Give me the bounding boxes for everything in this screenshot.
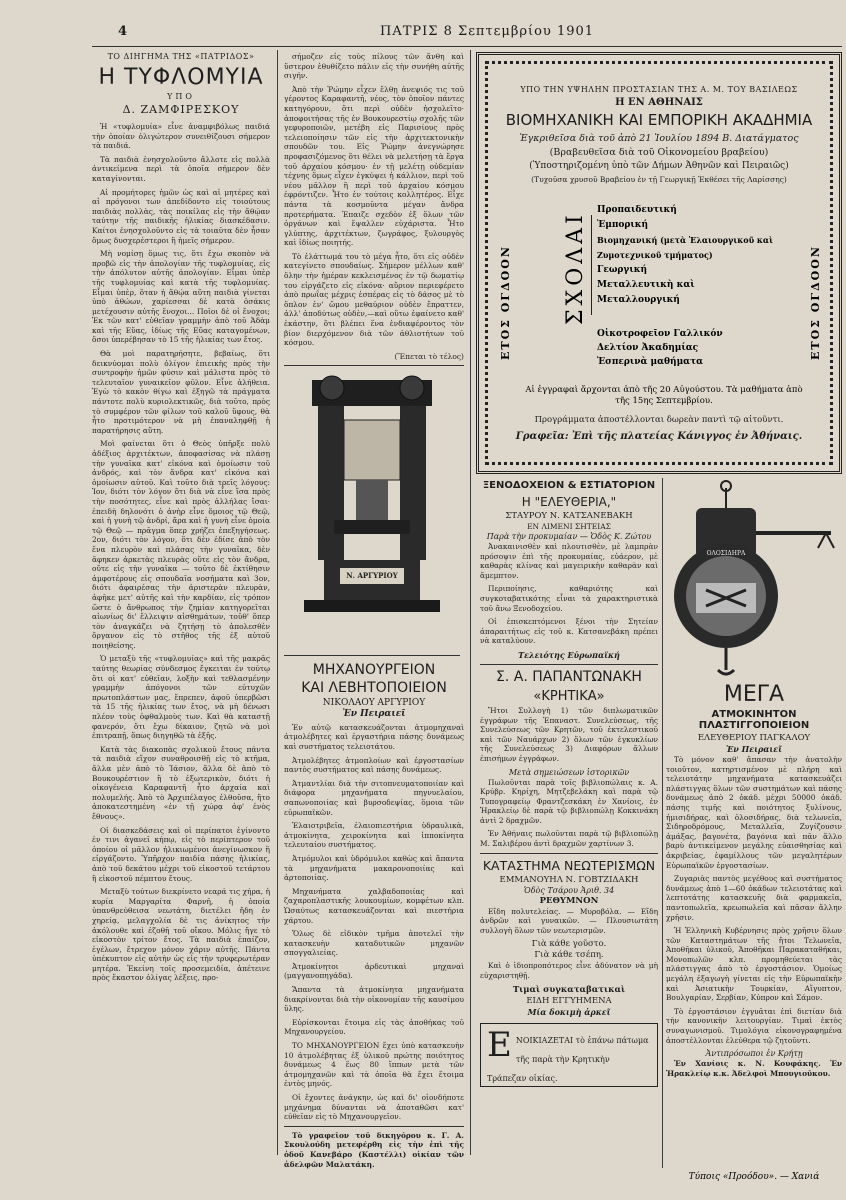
academy-medal: (Τυχοῦσα χρυσοῦ Βραβείου ἐν τῇ Γεωργικῇ Ἐκθέσει τῆς Λαρίσσης) xyxy=(531,175,787,184)
school-item: Ἐμπορική xyxy=(597,220,649,230)
kritika-owner: Σ. Α. ΠΑΠΑΝΤΩΝΑΚΗ xyxy=(496,668,642,685)
shop-guarantee: ΕΙΔΗ ΕΓΓΥΗΜΕΝΑ xyxy=(526,995,612,1006)
hotel-place: ΕΝ ΛΙΜΕΝΙ ΣΗΤΕΙΑΣ xyxy=(527,522,611,531)
second-column xyxy=(284,52,464,1169)
academy-advertisement xyxy=(476,52,842,474)
story-paragraph: Μεταξὺ τούτων διεκρίνετο νεαρά τις χήρα, ἡ κυρία Μαργαρίτα Φαρνῆ, ἡ ὁποία ὑπανθρεύθεισα νεωτάτη, διετέλει ἤδη ἐν χηρείᾳ, μελαγχολία δὲ τις ἀνίκητος τὴν ἀκόλουθε καὶ ἐζοθῆ τοῦ οἴκου. Μόλις ἤγε τὸ εἰκοστὸν τρίτον ἔτος. Τὰ παιδιὰ ἐπαίζον, ἐγέλων, ἔτρεχον μόνον χάριν αὐτῆς. Πάντα ὑπέκυπτον εἰς αὐτὴν ὡς εἰς τὴν τρυφερωτέραν μητέρα. Ἐκείνη τοῖς προσεμειδία, ἀπέτεινε πρὸς ἕκαστον ὀλίγας λέξεις, προ- xyxy=(92,887,270,983)
school-item: Μεταλλευτικὴ καὶ xyxy=(597,280,695,290)
academy-decree: Ἐγκριθεῖσα διὰ τοῦ ἀπὸ 21 Ἰουλίου 1894 Β. Διατάγματος xyxy=(519,133,799,144)
machine-ad-paragraph: Ἀτμολέβητες ἀτμοπλοίων καὶ ἐργοστασίων παντὸς συστήματος καὶ πάσης δυνάμεως. xyxy=(284,755,464,775)
school-item: Βιομηχανική (μετὰ Ἐλαιουργικοῦ καὶ Ζυμοτεχνικοῦ τμήματος) xyxy=(597,235,773,260)
academy-office: Γραφεῖα: Ἐπὶ τῆς πλατείας Κάνιγγος ἐν Ἀθήναις. xyxy=(515,431,803,442)
academy-enroll: Αἱ ἐγγραφαὶ ἄρχονται ἀπὸ τῆς 20 Αὐγούστου. Τὰ μαθήματα ἀπὸ τῆς 15ης Σεπτεμβρίου. xyxy=(525,385,803,406)
machine-ad-paragraph: Ἐλαιοτριβεῖα, ἐλαιοπιεστήρια ὑδραυλικὰ, ἀτμοκίνητα, χειροκίνητα καὶ ἱπποκίνητα τελευταίου συστήματος. xyxy=(284,821,464,850)
story-continued-paragraph: σήμοζεν εἰς τοὺς πίλους τῶν ἄνθη καὶ ὕστερον ἐθυθίζετο πάλιν εἰς τὴν συνήθη αὐτῆς σιγήν. xyxy=(284,52,464,81)
shop-city: ΡΕΘΥΜΝΟΝ xyxy=(539,895,599,906)
story-paragraph: Ὁ μεταξὺ τῆς «τυφλομυίας» καὶ τῆς μακρᾶς ταύτης θεωρίας σύνδεσμος ἔγκειται ἐν τούτῳ ὅτι οἱ κατ' εὐθεῖαν, λοξὴν καὶ τεθλασμένην γραμμὴν ἀπόγονοι τῶν εὐτυχῶν πρωτοπλάστων μας, ἔπρεπεν, ἀφοῦ ὑπερβῶσι τὰ 15 τῆς ἡλικίας των ἔτος, νὰ μὴ δένωσι πλέον τοὺς ὀφθαλμοὺς των. Καὶ θὰ καταστῇ φανερόν, ὅτι ἔχω δίκαιον, ζητῶ νὰ μοὶ ἐπιτραπῇ, ὅπως διηγηθῶ τὰ ἑξῆς. xyxy=(92,654,270,741)
schools-label: ΣΧΟΛΑΙ xyxy=(563,211,588,325)
kritika-paragraph: Πωλοῦνται παρὰ τοῖς βιβλιοπώλαις κ. Α. Κρύβρ. Κηρίχη, Μητζεβελάκη καὶ παρὰ τῷ Τυπογραφείῳ Φραντζεσκάκη ἐν Χανίοις, ἐν Ἡρακλείῳ δὲ παρὰ τῷ βιβλιοπώλῃ Κοκκινάκη ἀντὶ 2 δραχμῶν. xyxy=(480,777,658,825)
scale-ad-subtitle: ΑΤΜΟΚΙΝΗΤΟΝ ΠΛΑΣΤΙΓΓΟΠΟΙΕΙΟΝ xyxy=(698,709,810,731)
story-continued-paragraph: Τὸ ἐλάττωμά του τὸ μέγα ἦτο, ὅτι εἰς οὐδὲν κατεγίνετο σπουδαίως. Σήμερον μέλλων καθ' ὅλην τὴν ἡμέραν κεκλεισμένος ἐν τῷ δωματίῳ του εἰργάζετο εἰς εἰκόνα· αὔριον περιεφέρετο ἀπὸ πρωΐας μέχρις ἑσπέρας εἰς τὸ δάσος μὲ τὸ ὅπλον ἐν' ὤμου μεθαύριον οὐδὲν ἔπραττεν, ἀλλ' ἀποδύτως οὐδὲν,—καὶ οὕτω ἐφαίνετο καθ' ἑκάστην, ὅτι βλέπει ἕνα ἐνδιαφέροντος τὸν βίον διερχόμενον διὰ τῶν ἀθλιοτήτων τοῦ κόσμου. xyxy=(284,251,464,348)
machine-shop-title: ΜΗΧΑΝΟΥΡΓΕΙΟΝ xyxy=(312,661,436,678)
rent-text: ΝΟΙΚΙΑΖΕΤΑΙ τὸ ἐπάνω πάτωμα τῆς παρὰ τὴν Κρητικὴν Τράπεζαν οἰκίας. xyxy=(487,1035,649,1083)
shop-trial: Μία δοκιμὴ ἀρκεῖ xyxy=(527,1006,611,1017)
story-paragraph: Οἱ διασκεδάσεις καὶ οἱ περίπατοι ἐγίνοντο ἐν τινι ἀγανεῖ κήπῳ, εἰς τὸ περίπτερον τοῦ ὁποίου οἱ μᾶλλον ἡλικιωμένοι ἀνεγίνωσκον ἢ εἰργάζοντο. Ὑπῆρχον παιδία πάσης ἡλικίας, ἀπὸ τοῦ δεκάτου μέχρι τοῦ εἰκοστοῦ τετάρτου ἢ εἰκοστοῦ πέμπτου ἔτους. xyxy=(92,825,270,883)
story-paragraph: Μὴ νομίσῃ ὅμως τις, ὅτι ἔχω σκοπὸν νὰ προβῶ εἰς τὴν ἀπολογίαν τῆς τυφλομυίας, εἰς τὴν ἀπόλυτον αὐτῆς ἀπολογίαν. Εἶμαι ὑπὲρ τῆς τυφλομυίας καὶ κατὰ τῆς τυφλομυίας. Εἶμαι ὑπὲρ, ὅταν ἡ ἄθῴα αὕτη παιδιὰ γίνεται ὑπὸ ἀθώων, χαρίεσσαι δὲ κατὰ ὁσάκις μετέχουσιν αὐτῆς ἔνοχοι... Ποῖοι δὲ οἱ ἔνοχοι; Ἐκ τῶν κατ' εὐθεῖαν γραμμὴν ἀπὸ τοῦ Ἀδὰμ καὶ τῆς Εὔας, ἰδίως τῆς Εὔας καταγομένων, ὅσοι ὑπερέβησαν τὸ 15 τῆς ἡλικίας των ἔτος. xyxy=(92,249,270,345)
machine-shop-owner: ΝΙΚΟΛΑΟΥ ΑΡΓΥΡΙΟΥ xyxy=(322,697,426,708)
scale-ad-title: ΜΕΓΑ xyxy=(723,682,785,707)
scale-icon xyxy=(666,478,842,678)
shop-title: ΚΑΤΑΣΤΗΜΑ ΝΕΩΤΕΡΙΣΜΩΝ xyxy=(482,857,656,873)
kritika-paragraph: Ἐν Ἀθήναις πωλοῦνται παρὰ τῷ βιβλιοπώλῃ Μ. Σαλιβέρου ἀντὶ δραχμῶν χαρτίνων 3. xyxy=(480,829,658,849)
academy-patron: ΥΠΟ ΤΗΝ ΥΨΗΛΗΝ ΠΡΟΣΤΑΣΙΑΝ ΤΗΣ Α. Μ. ΤΟΥ ΒΑΣΙΛΕΩΣ xyxy=(520,85,798,94)
academy-name: ΒΙΟΜΗΧΑΝΙΚΗ ΚΑΙ ΕΜΠΟΡΙΚΗ ΑΚΑΔΗΜΙΑ xyxy=(505,111,813,129)
section-rule xyxy=(284,365,464,366)
machine-ad-paragraph: Ἀτμοκίνητοι ἀρδευτικαὶ μηχαναὶ (μαγγανοπηγάδα). xyxy=(284,961,464,981)
machine-ad-paragraph: Ὅλως δὲ εἰδικὸν τμῆμα ἀποτελεῖ τὴν κατασκευὴν καταδυτικῶν μηχανῶν σπογγαλιείας. xyxy=(284,929,464,958)
story-paragraph: Ἡ «τυφλομυία» εἶνε ἀναμφιβόλως παιδιά τὴν ὁποίαν ὀλιγώτερον συνειθίζουσι σήμερον τὰ παιδιά. xyxy=(92,122,270,151)
story-paragraph: Αἱ προμήτορες ἡμῶν ὡς καὶ αἱ μητέρες καὶ αἱ πρόγονοι των ἀπεδίδοντο εἰς τοιούτους παιδιὰς πολλὰς, τὰς ποικίλας εἰς τὴν ἄθῴαν ταύτην τῆς παιδικῆς ἡλικίας διασκέδασιν. Καίτοι ἐνησχολοῦντο εἰς τὰ τοιαῦτα δὲν ἦσαν ὅμως δυσχερέστεροι ἢ ἡμεῖς σήμερον. xyxy=(92,187,270,245)
page-header xyxy=(0,22,846,42)
machine-ad-paragraph: Οἱ ἔχοντες ἀνάγκην, ὡς καὶ δι' οἱονδήποτε μηχάνημα δύνανται νὰ ἀποταθῶσι κατ' εὐθεῖαν εἰς τὸ Μηχανουργεῖον. xyxy=(284,1093,464,1122)
section-rule xyxy=(480,664,658,665)
story-paragraph: Θὰ μοὶ παρατηρήσητε, βεβαίως, ὅτι δεικνύομαι πολὺ ὀλίγον ἐπιεικὴς πρὸς τὴν συντροφὴν ἡμῶν φύσιν καὶ μάλιστα πρὸς τὸ τελευταῖον γυναικεῖον φῦλον. Εἶνε ἀλήθεια. Ἐγὼ τὸ κακὸν θίγω καὶ ἐξηγῶ τὰ πράγματα πάντοτε πολὺ κυριολεκτικῶς, διὰ τοῦτο, πρὸς τὸ συμφέρον τῶν φίλων τοῦ καλοῦ ὕφους, θὰ ἦτο προτιμότερον νὰ μὴ ἐπαναληφθῇ ἡ παρατήρησις αὕτη. xyxy=(92,349,270,435)
shop-line: Καὶ ὁ ἰδιοπροπότερος εἶνε ἀδύνατον νὰ μὴ εὐχαριστηθῇ. xyxy=(480,961,658,981)
shop-line: Γιὰ κάθε τσέπη. xyxy=(534,950,604,961)
scale-ad-paragraph: Τὸ ἐργοστάσιον ἐγγυᾶται ἐπὶ διετίαν διὰ τὴν κανονικὴν λειτουργίαν. Τιμαὶ ἐκτὸς συναγωνισμοῦ. Τιμολόγια εἰκονογραφημένα ἀποστέλλονται ἐλεύθερα τῷ ζητοῦντι. xyxy=(666,1006,842,1045)
shop-line: Εἴδη πολυτελείας. — Μυροβόλα. — Εἴδη ἀνδρῶν καὶ γυναικῶν. — Πλουσιωτάτη συλλογὴ ὅλων τῶν νεωτερισμῶν. xyxy=(480,906,658,935)
boiler-shop-title: ΚΑΙ ΛΕΒΗΤΟΠΟΙΕΙΟΝ xyxy=(301,679,447,696)
machine-ad-paragraph: ΤΟ ΜΗΧΑΝΟΥΡΓΕΙΟΝ ἔχει ὑπὸ κατασκευὴν 10 ἀτμολέβητας ἐξ ὑλικοῦ πρώτης ποιότητος δυνάμεως 4 ἕως 80 ἵππων μετὰ τῶν ἀτμομηχανῶν καὶ τὰ ὁποῖα θὰ ἔχει ἕτοιμα ἐντὸς μηνός. xyxy=(284,1041,464,1089)
machine-shop-place: Ἐν Πειραιεῖ xyxy=(342,708,406,719)
story-by: ΥΠΟ xyxy=(167,92,195,101)
right-column-b xyxy=(666,478,842,1168)
extra-item: Οἰκοτροφεῖον Γαλλικόν xyxy=(597,329,723,339)
scale-label: ΟΛΟΣΙΔΗΡΑ xyxy=(706,550,746,557)
story-author: Δ. ΖΑΜΦΙΡΕΣΚΟΥ xyxy=(122,103,240,116)
hotel-title: ΞΕΝΟΔΟΧΕΙΟΝ & ΕΣΤΙΑΤΟΡΙΟΝ xyxy=(482,480,656,491)
page-number: 4 xyxy=(118,24,128,39)
academy-year-left: ΕΤΟΣ ΟΓΔΟΟΝ xyxy=(499,245,512,360)
scale-ad-paragraph: Ἡ Ἑλληνικὴ Κυβέρνησις πρὸς χρῆσιν ὅλων τῶν Καταστημάτων τῆς ἤτοι Τελωνεῖα, Ἀποθῆκαι ὑλικοῦ, Ἀποθῆκαι Παρακαταθήκαι, Μονοπωλῶν κλπ. προμηθεύεται τὰς πλάστιγγας ἀπὸ τὸ ἐργοστάσιον. Ὁμοίως μεγάλη ἐξαγωγὴ γίνεται εἰς τὴν Εὐρωπαϊκὴν καὶ Ἀσιατικὴν Τουρκίαν, Αἴγυπτον, Βουλγαρίαν, Σερβίαν, Κύπρον καὶ Σάμον. xyxy=(666,926,842,1003)
hotel-name: Η "ΕΛΕΥΘΕΡΙΑ," xyxy=(521,495,617,509)
machine-ad-paragraph: Ἀτμόμυλοι καὶ ὑδρόμυλοι καθὼς καὶ ἅπαντα τὰ μηχανήματα μακαρονοποιίας καὶ ἀρτοποιίας. xyxy=(284,853,464,883)
masthead-date: ΠΑΤΡΙΣ 8 Σεπτεμβρίου 1901 xyxy=(380,24,595,39)
scale-illustration xyxy=(666,478,842,678)
kritika-title: «ΚΡΗΤΙΚΑ» xyxy=(533,688,605,704)
scale-ad-place: Ἐν Πειραιεῖ xyxy=(725,744,783,754)
section-rule xyxy=(480,853,658,854)
machine-ad-paragraph: Εὑρίσκονται ἕτοιμα εἰς τὰς ἀποθήκας τοῦ Μηχανουργείου. xyxy=(284,1017,464,1037)
column-divider xyxy=(662,478,663,1168)
academy-year-right: ΕΤΟΣ ΟΓΔΟΟΝ xyxy=(809,245,822,360)
column-divider xyxy=(470,50,471,1155)
school-item: Προπαιδευτική xyxy=(597,205,677,215)
academy-awarded: (Βραβευθεῖσα διὰ τοῦ Οἰκονομείου βραβείου) xyxy=(549,147,769,158)
hotel-paragraph: Περιποίησις, καθαριότης καὶ συγκοταβατικότης εἶναι τὰ χαρακτηριστικὰ τοῦ ἄνω Ξενοδοχείου. xyxy=(480,584,658,613)
school-item: Γεωργική xyxy=(597,265,648,275)
kritika-note: Μετὰ σημειώσεων ἱστορικῶν xyxy=(508,767,630,777)
to-be-continued: (Ἕπεται τὸ τέλος) xyxy=(394,351,464,361)
academy-extras xyxy=(597,327,797,369)
shop-price: Τιμαὶ συγκαταβατικαὶ xyxy=(512,984,626,995)
scale-ad-agents: Ἐν Χανίοις κ. Ν. Κουφάκης. Ἐν Ἡρακλείῳ κ.κ. Ἀδελφοὶ Μπουγιοῦκου. xyxy=(666,1059,842,1078)
school-item: Μεταλλουργική xyxy=(597,295,680,305)
machine-ad-paragraph: Μηχανήματα χαλβαδοποιίας καὶ ζαχαροπλαστικῆς λουκουμίων, κομφέτων κλπ. Ὡσαύτως κατασκευάζονται καὶ πιεστήρια χάρτου. xyxy=(284,886,464,925)
academy-program: Προγράμματα ἀποστέλλονται δωρεὰν παντὶ τῷ αἰτοῦντι. xyxy=(534,415,784,425)
shop-line: Γιὰ κάθε γοῦστο. xyxy=(531,939,607,950)
press-label: Ν. ΑΡΓΥΡΙΟΥ xyxy=(346,570,398,580)
hotel-tagline: Τελειότης Εὐρωπαϊκή xyxy=(518,649,620,660)
shop-address: Ὁδὸς Τσάρου Ἀριθ. 34 xyxy=(523,885,615,895)
schools-list xyxy=(597,203,797,308)
machine-ad-paragraph: Ἐν αὐτῷ κατασκευάζονται ἀτμομηχαναὶ ἀτμολέβητες καὶ ἐργαστήρια πάσης δυνάμεως καὶ συστήματος τελειοτάτου. xyxy=(284,722,464,751)
press-machine-icon xyxy=(284,370,460,650)
story-column xyxy=(92,52,270,1162)
lawyer-notice: Τὸ γραφεῖον τοῦ δικηγόρου κ. Γ. Α. Σκουλούδη μετεφέρθη εἰς τὴν ἐπὶ τῆς ὁδοῦ Κανεβάρο (Καστέλλι) οἰκίαν τῶν ἀδελφῶν Μαλατάκη. xyxy=(284,1130,464,1169)
story-paragraph: Κατὰ τὰς διακοπὰς σχολικοῦ ἔτους πάντα τὰ παιδιὰ εἴχον συναθροισθῇ εἰς τὸ κτῆμα, ἄλλα μὲν ἀπὸ τὸ Ἰάσιον, ἄλλα δὲ ἀπὸ τὸ Βουκουρέστιον ἢ τὸ ἐξωτερικὸν, διότι ἡ οἰκογένεια Καραφαντῆ ἦτο ἀρχαία καὶ πολυμελής. Ἀπὸ τὸ Ἀρχιπέλαγος ἐλθοῦσα, ἤτο ἀποκατεστημένη «ἐν τῇ χώρᾳ ἀφ' ἑνὸς ἔθνους». xyxy=(92,744,270,821)
right-column-a xyxy=(480,478,658,1168)
header-rule xyxy=(92,46,842,47)
scale-ad-paragraph: Ζυγαριὰς παντὸς μεγέθους καὶ συστήματος δυνάμεως ἀπὸ 1—60 ὀκάδων τελειοτάτας καὶ λεπτοτάτης κατασκευῆς διὰ φαρμακεῖα, παντοπωλεῖα, κρεωπωλεῖα καὶ πᾶσαν ἄλλην χρῆσιν. xyxy=(666,874,842,922)
kritika-paragraph: Ἤτοι Συλλογὴ 1) τῶν διπλωματικῶν ἐγγράφων τῆς Ἐπαναστ. Συνελεύσεως, τῆς Συνελεύσεως τῶν Κρητῶν, τοῦ ἐκτελεστικοῦ καὶ τῶν Ναυάρχων 2) ὅλων τῶν ἐγκυκλίων τῆς Συνελεύσεως 3) Διαφόρων ἄλλων ἐπισήμων ἐγγράφων. xyxy=(480,705,658,763)
column-divider xyxy=(277,50,278,1155)
rent-notice xyxy=(480,1023,658,1087)
academy-subsidy: (Ὑποστηριζομένη ὑπὸ τῶν Δήμων Ἀθηνῶν καὶ Πειραιῶς) xyxy=(529,161,789,171)
machine-ad-paragraph: Ἅπαντα τὰ ἀτμοκίνητα μηχανήματα διακρίνονται διὰ τὴν οἰκονομίαν τῆς καυσίμου ὕλης. xyxy=(284,985,464,1014)
story-paragraph: Τὰ παιδιὰ ἐνησχολοῦντο ἄλλοτε εἰς πολλὰ ἀντικείμενα περὶ τὰ ὁποῖα σήμερον δὲν καταγίνονται. xyxy=(92,154,270,183)
hotel-owner: ΣΤΑΥΡΟΥ Ν. ΚΑΤΣΑΝΕΒΑΚΗ xyxy=(505,511,633,521)
academy-city: Η ΕΝ ΑΘΗΝΑΙΣ xyxy=(615,97,703,108)
printer-footer: Τύποις «Προόδου». — Χανιά xyxy=(688,1172,820,1182)
story-paragraph: Μοὶ φαίνεται ὅτι ὁ Θεὸς ὑπῆρξε πολὺ ἀδέξιος ἀρχιτέκτων, ἀποφασίσας νὰ πλάσῃ τὴν γυναῖκα κατ' εἰκόνα καὶ ὁμοίωσιν τοῦ ἀνδρός, καὶ τὸν ἄνδρα κατ' εἰκόνα καὶ ὁμοίωσιν αὐτοῦ. Καὶ τοῦτο διὰ τρεῖς λόγους: Ἰον, διότι τὸν λόγον ὅτι διὰ νὰ εἶνε ἴσα πρὸς τὴν ποσότητες, εἶνε καὶ πρὸς ἀλλήλας ἴσαι· ἐπειδὴ δηλονότι ὁ ἀνὴρ εἶνε ὅμοιος τῷ Θεῷ, καὶ ἡ γυνὴ τῷ ἀνδρί, ἄρα καὶ ἡ γυνὴ εἶνε ὁμοία τῷ Θεῷ — πρᾶγμα ὅπερ χρήζει ἑπεξηγήσεως. 2ον, διότι τὸν λόγον, ὅτι δὲν ἐδίσε ἀπὸ τὸν ἕνα πλευρὸν καὶ πλάσας τὴν γυναῖκα, δὲν ἄφηκεν ἀρκετὰς πλευρὰς οὔτε εἰς τὸν ἄνδρα, οὔτε εἰς τὴν γυναῖκα — τοῦτο δὲ ἐκτίθησιν ἀμφοτέρους εἰς σπουδαῖα νοσήματα καὶ 3ον, διότι ἀφαιρέσας τὴν ἀριστερὰν πλευρὰν, ἀφῆκε μετ' αὐτῆς καὶ τὴν καρδίαν, εἰς τρόπον ὥστε ὁ ἄνθρωπος τὴν ζημίαν κατηγορεῖται αἰωνίως δι' ἔλλειψιν αἰσθημάτων, τοῦθ' ὅπερ τὸν ἀναγκάζει νὰ ζητήσῃ τὸ ἀπολεσθὲν ὄργανον εἰς τὸ στῆθος τῆς ἐξ αὐτοῦ ποιηθείσης. xyxy=(92,439,270,650)
scale-ad-paragraph: Τὸ μόνον καθ' ἅπασαν τὴν ἀνατολὴν τοιοῦτον, κατηρτισμένον μὲ πλήρη καὶ τελειοτάτην μηχανήματα κατασκευάζει πλάστιγγας ὅλων τῶν συστημάτων καὶ πάσης δυνάμεως ἀπὸ 2 ὀκάδ. μέχρι 50000 ὀκάδ. πάσης τιμῆς καὶ ποιότητος ξυλίνους, ἠμισιδήρας, καὶ ὁλοσιδήρας, διὰ τελωνεῖα, Σιδηροδρόμους, Μεταλλεῖα, Ζυγίζουσιν ἀμάξας, βαγονέτα, βαγόνια καὶ πᾶν ἄλλο βαρὺ ἀντικείμενον μεγάλης εὐαισθησίας καὶ ἀκριβείας, ἐφαμίλλους τῶν μεγαλητέρων Εὐρωπαϊκῶν ἐργοστασίων. xyxy=(666,755,842,870)
story-kicker: ΤΟ ΔΙΗΓΗΜΑ ΤΗΣ «ΠΑΤΡΙΔΟΣ» xyxy=(107,52,255,61)
hotel-paragraph: Οἱ ἐπισκεπτόμενοι ξένοι τὴν Σητείαν ἀπαραιτήτως εἰς τοῦ κ. Κατσανεβάκη πρέπει νὰ καταλύουν. xyxy=(480,617,658,646)
scale-ad-agents-label: Ἀντιπρόσωποι ἐν Κρήτῃ xyxy=(705,1049,803,1059)
hotel-paragraph: Ἀνακαινισθὲν καὶ πλουτισθὲν, μὲ λαμπρὰν πρόσοψιν ἐπὶ τῆς προκυμαίας, εὐάερον, μὲ καθαρὰς κλίνας καὶ μαγειρικὴν καθαρὰν καὶ ἄμεμπτον. xyxy=(480,542,658,580)
story-continued-paragraph: Ἀπὸ τὴν Ῥώμην εἶχεν ἔλθῃ ἀνεψιός τις τοῦ γέροντος Καραφαντῆ, νέος, τὸν ὁποῖον πάντες κατηγόρουν, ὅτι περὶ οὐδὲν ἠσχολεῖτο· ἀποφοιτήσας τῆς ἐν Βουκουρεστίῳ σχολῆς τῶν γεφυροποιῶν, μετέβη εἰς Παρισίους πρὸς τελειοποίησιν τῶν εἰς τὴν ἀρχιτεκτονικὴν σπουδῶν του. Εἰς Ῥώμην ἀνεγνώρησε προφασιζόμενος ὅτι θέλει νὰ μελετήσῃ τὰ ἔργα τοῦ ἀρχαίου κόσμου· ἐν τῇ μελέτῃ οὐδεμίαν τέχνης ὅμως εἶχεν ἐγκύψει ἡ κάλλιον, περὶ τοῦ νέου μᾶλλον ἢ περὶ τοῦ ἀρχαίου κόσμου ἐφρόντιζεν. Ἦτο ἐν τούτοις κολλητέρος. Εἶχε πάντα τὰ κοσμοῦντα μέγαν ἄνδρα προτερήματα. Ἐπαιζε σχεδὸν ἐξ ὅλων τῶν ὀργάνων καὶ ἔψαλλεν εὐχάριστα. Ἦτο γλύπτης, ἀρχιτέκτων, ζωγράφος, ξυλουργὸς καὶ ἰδίως ποιητής. xyxy=(284,84,464,248)
machine-press-illustration xyxy=(284,370,460,656)
hotel-address: Παρὰ τὴν προκυμαίαν — Ὁδὸς Κ. Ζώτου xyxy=(486,532,652,541)
extra-item: Δελτίον Ἀκαδημίας xyxy=(597,343,699,353)
story-title: Η ΤΥΦΛΟΜΥΙΑ xyxy=(98,65,264,90)
schools-bracket xyxy=(591,215,592,315)
extra-item: Ἑσπερινὰ μαθήματα xyxy=(597,357,704,367)
machine-ad-paragraph: Ἀτμαντλίαι διὰ τὴν σιτοπνευματοποιίαν καὶ διάφορα μηχανήματα πηγνυελαίου, σαπωνοποιίας καὶ βυρσοδεψίας, ὅμοια τῶν εὐρωπαϊκῶν. xyxy=(284,778,464,817)
shop-owner: ΕΜΜΑΝΟΥΗΛ Ν. ΓΟΒΤΖΙΔΑΚΗ xyxy=(499,874,639,885)
rent-initial: Ε xyxy=(487,1024,512,1065)
section-rule xyxy=(284,1126,464,1127)
scale-ad-owner: ΕΛΕΥΘΕΡΙΟΥ ΠΑΓΚΑΛΟΥ xyxy=(697,733,811,743)
